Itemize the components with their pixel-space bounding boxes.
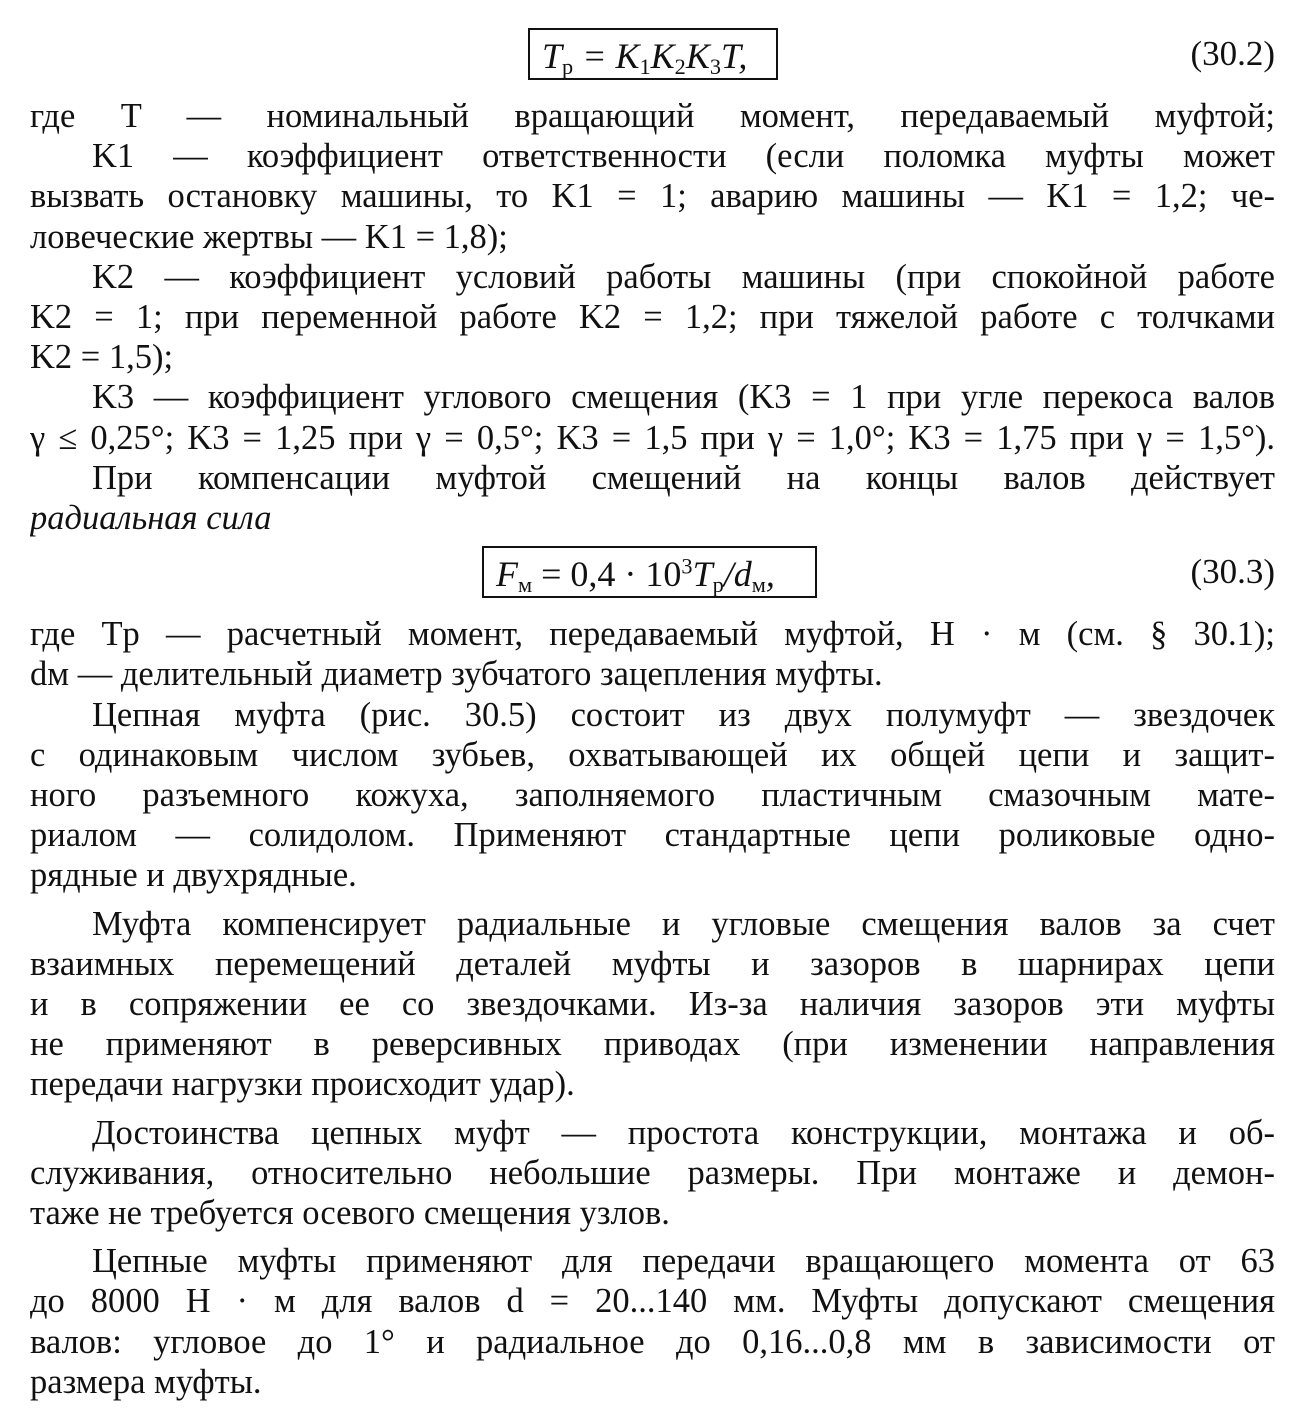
text-line: dм — делительный диаметр зубчатого зацепления муфты. (30, 655, 883, 694)
text-line: где T — номинальный вращающий момент, передаваемый муфтой; (30, 97, 1275, 135)
formula-30-3-row (30, 538, 1275, 608)
text-line: K1 — коэффициент ответственности (если поломка муфты может (92, 137, 1275, 176)
text-line: ловеческие жертвы — K1 = 1,8); (30, 217, 508, 256)
text-line: таже не требуется осевого смещения узлов. (30, 1194, 670, 1233)
text-line: K2 = 1; при переменной работе K2 = 1,2; при тяжелой работе с толчками (30, 298, 1275, 337)
formula-30-2: $T_р = K_1K_2K_3T$, (528, 28, 778, 80)
text-line: При компенсации муфтой смещений на концы валов действует (92, 458, 1275, 497)
text-line: с одинаковым числом зубьев, охватывающей их общей цепи и защит- (30, 735, 1275, 774)
formula-30-3: $F_м = 0,4 \cdot 10^3T_р/d_м$, (482, 546, 817, 598)
text-line: передачи нагрузки происходит удар). (30, 1065, 575, 1104)
text-line: и в сопряжении ее со звездочками. Из-за наличия зазоров эти муфты (30, 985, 1275, 1024)
text-line: K2 = 1,5); (30, 338, 174, 377)
text-line: Достоинства цепных муфт — простота конструкции, монтажа и об- (92, 1113, 1275, 1152)
text-line: служивания, относительно небольшие размеры. При монтаже и демон- (30, 1153, 1275, 1192)
block-chain-coupling (30, 614, 1275, 895)
equation-number-30-3: (30.3) (1190, 552, 1275, 592)
text-line: рядные и двухрядные. (30, 856, 357, 895)
formula-30-2-row (30, 20, 1275, 90)
text-line: ного разъемного кожуха, заполняемого пластичным смазочным мате- (30, 776, 1275, 815)
text-line: до 8000 Н · м для валов d = 20...140 мм. Муфты допускают смещения (30, 1282, 1275, 1321)
text-page (30, 20, 1275, 1402)
block-coefficients (30, 96, 1275, 538)
text-line: не применяют в реверсивных приводах (при изменении направления (30, 1025, 1275, 1064)
text-line: γ ≤ 0,25°; K3 = 1,25 при γ = 0,5°; K3 = 1,5 при γ = 1,0°; K3 = 1,75 при γ = 1,5°). (30, 418, 1275, 457)
text-line: валов: угловое до 1° и радиальное до 0,16...0,8 мм в зависимости от (30, 1322, 1275, 1361)
text-line: радиальная сила (30, 499, 272, 538)
text-line: где Tр — расчетный момент, передаваемый муфтой, Н · м (см. § 30.1); (30, 615, 1275, 654)
block-application (30, 1241, 1275, 1402)
block-advantages (30, 1113, 1275, 1234)
text-line: Цепная муфта (рис. 30.5) состоит из двух полумуфт — звездочек (92, 695, 1275, 734)
text-line: K2 — коэффициент условий работы машины (при спокойной работе (92, 257, 1275, 296)
block-compensation (30, 904, 1275, 1105)
text-line: взаимных перемещений деталей муфты и зазоров в шарнирах цепи (30, 944, 1275, 983)
text-line: K3 — коэффициент углового смещения (K3 = 1 при угле перекоса валов (92, 378, 1275, 417)
text-line: риалом — солидолом. Применяют стандартные цепи роликовые одно- (30, 816, 1275, 855)
text-line: размера муфты. (30, 1362, 262, 1401)
text-line: Цепные муфты применяют для передачи вращающего момента от 63 (92, 1242, 1275, 1281)
text-line: Муфта компенсирует радиальные и угловые смещения валов за счет (92, 904, 1275, 943)
text-line: вызвать остановку машины, то K1 = 1; аварию машины — K1 = 1,2; че- (30, 177, 1275, 216)
equation-number-30-2: (30.2) (1190, 34, 1275, 73)
